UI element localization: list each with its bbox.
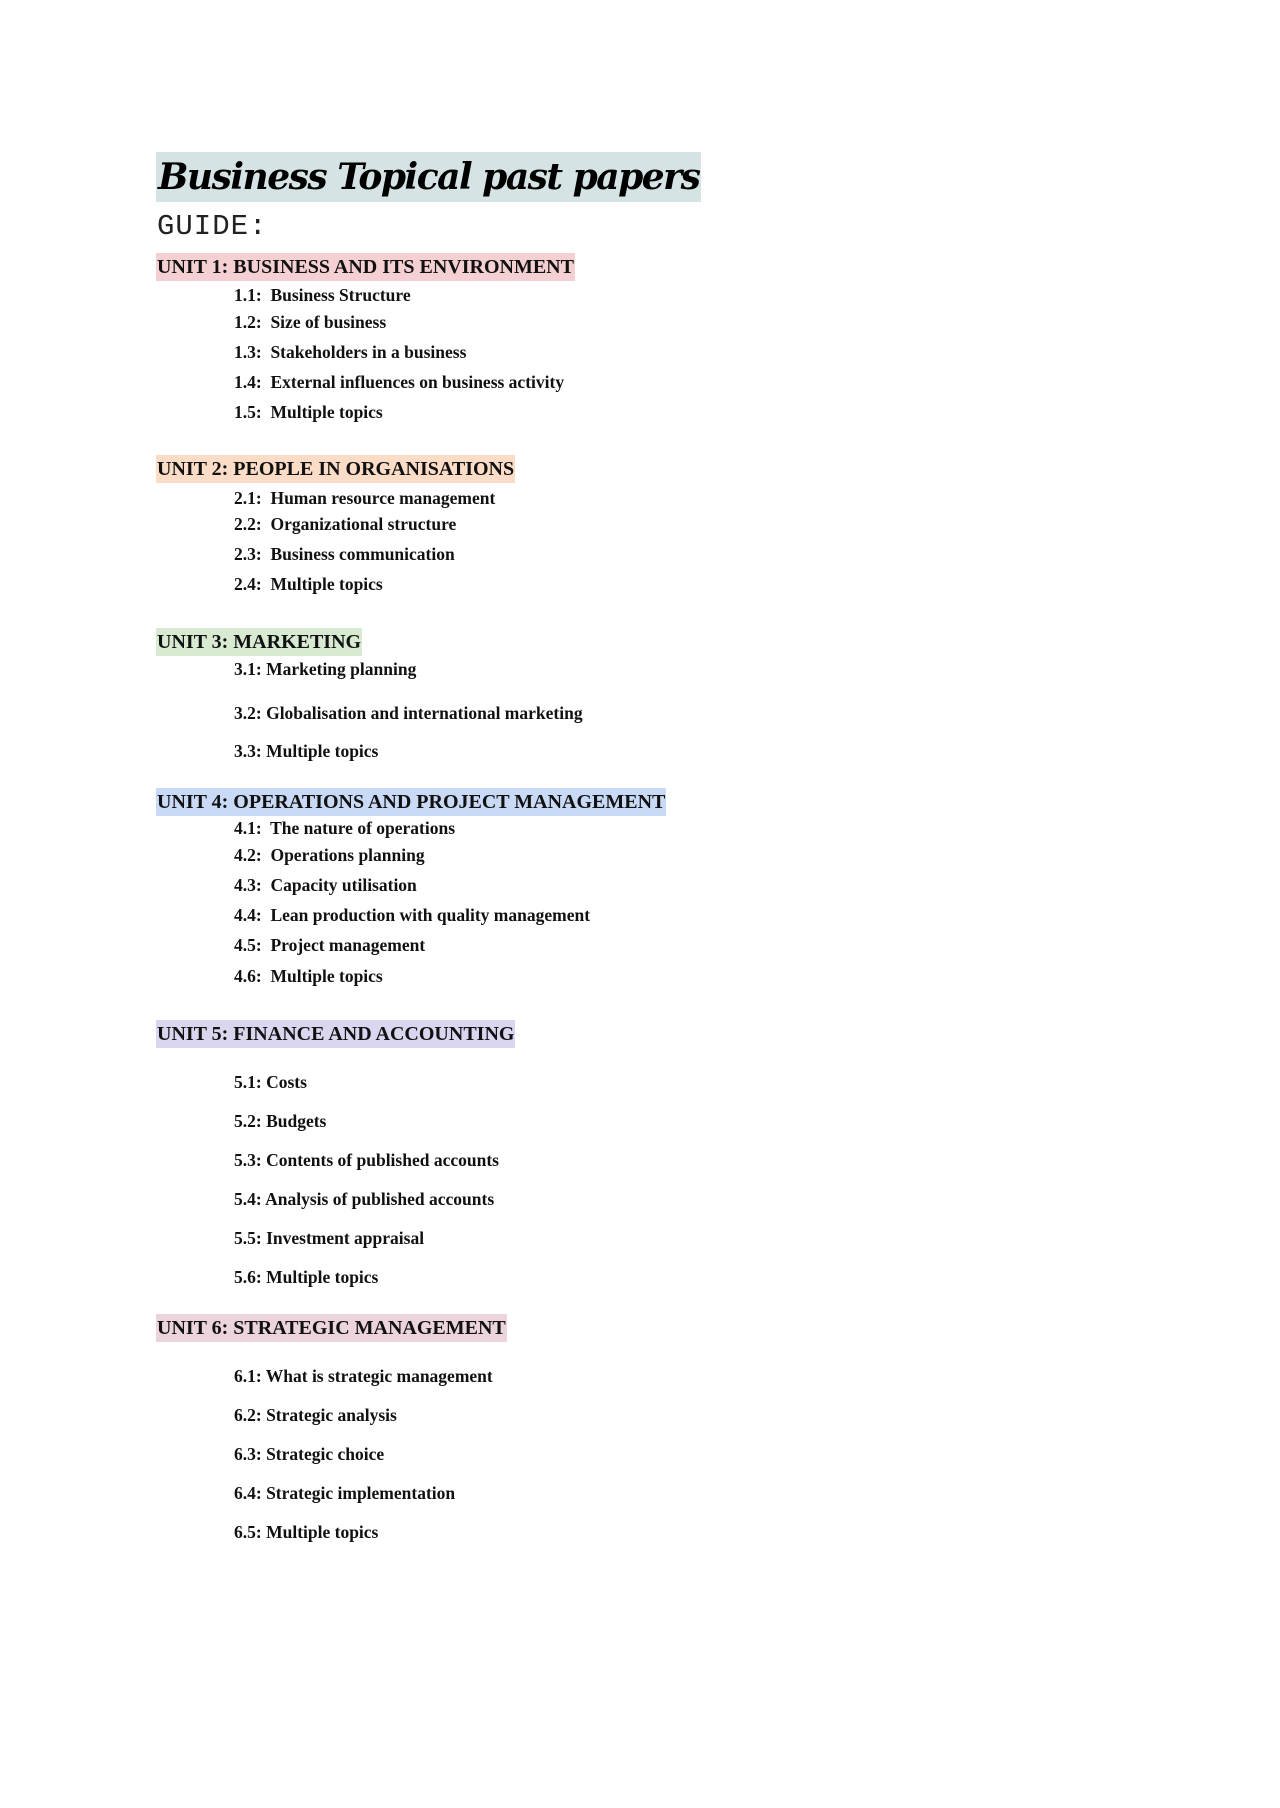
topic-6-3: 6.3: Strategic choice <box>234 1444 385 1464</box>
topic-4-2: 4.2: Operations planning <box>234 845 425 865</box>
topic-5-3: 5.3: Contents of published accounts <box>234 1150 499 1170</box>
unit-5-heading: UNIT 5: FINANCE AND ACCOUNTING <box>156 1020 515 1048</box>
unit-3-heading: UNIT 3: MARKETING <box>156 628 362 656</box>
topic-2-1: 2.1: Human resource management <box>234 488 496 508</box>
topic-3-2: 3.2: Globalisation and international marketing <box>234 703 583 723</box>
topic-2-3: 2.3: Business communication <box>234 544 455 564</box>
topic-6-1: 6.1: What is strategic management <box>234 1366 493 1386</box>
topic-5-2: 5.2: Budgets <box>234 1111 327 1131</box>
topic-2-2: 2.2: Organizational structure <box>234 514 457 534</box>
topic-4-5: 4.5: Project management <box>234 935 426 955</box>
document-title: Business Topical past papers <box>156 152 701 202</box>
guide-label: GUIDE: <box>157 210 268 243</box>
unit-4-heading: UNIT 4: OPERATIONS AND PROJECT MANAGEMENT <box>156 788 666 816</box>
unit-1-heading: UNIT 1: BUSINESS AND ITS ENVIRONMENT <box>156 253 575 281</box>
topic-1-4: 1.4: External influences on business activity <box>234 372 565 392</box>
topic-4-4: 4.4: Lean production with quality management <box>234 905 591 925</box>
topic-4-6: 4.6: Multiple topics <box>234 966 383 986</box>
topic-5-5: 5.5: Investment appraisal <box>234 1228 425 1248</box>
topic-1-3: 1.3: Stakeholders in a business <box>234 342 467 362</box>
topic-4-3: 4.3: Capacity utilisation <box>234 875 417 895</box>
topic-6-2: 6.2: Strategic analysis <box>234 1405 397 1425</box>
topic-4-1: 4.1: The nature of operations <box>234 818 456 838</box>
unit-6-heading: UNIT 6: STRATEGIC MANAGEMENT <box>156 1314 507 1342</box>
topic-1-5: 1.5: Multiple topics <box>234 402 383 422</box>
topic-6-4: 6.4: Strategic implementation <box>234 1483 456 1503</box>
topic-5-1: 5.1: Costs <box>234 1072 307 1092</box>
topic-2-4: 2.4: Multiple topics <box>234 574 383 594</box>
topic-6-5: 6.5: Multiple topics <box>234 1522 379 1542</box>
topic-1-2: 1.2: Size of business <box>234 312 387 332</box>
topic-5-6: 5.6: Multiple topics <box>234 1267 379 1287</box>
unit-2-heading: UNIT 2: PEOPLE IN ORGANISATIONS <box>156 455 515 483</box>
topic-1-1: 1.1: Business Structure <box>234 285 411 305</box>
topic-5-4: 5.4: Analysis of published accounts <box>234 1189 495 1209</box>
topic-3-3: 3.3: Multiple topics <box>234 741 379 761</box>
topic-3-1: 3.1: Marketing planning <box>234 659 417 679</box>
